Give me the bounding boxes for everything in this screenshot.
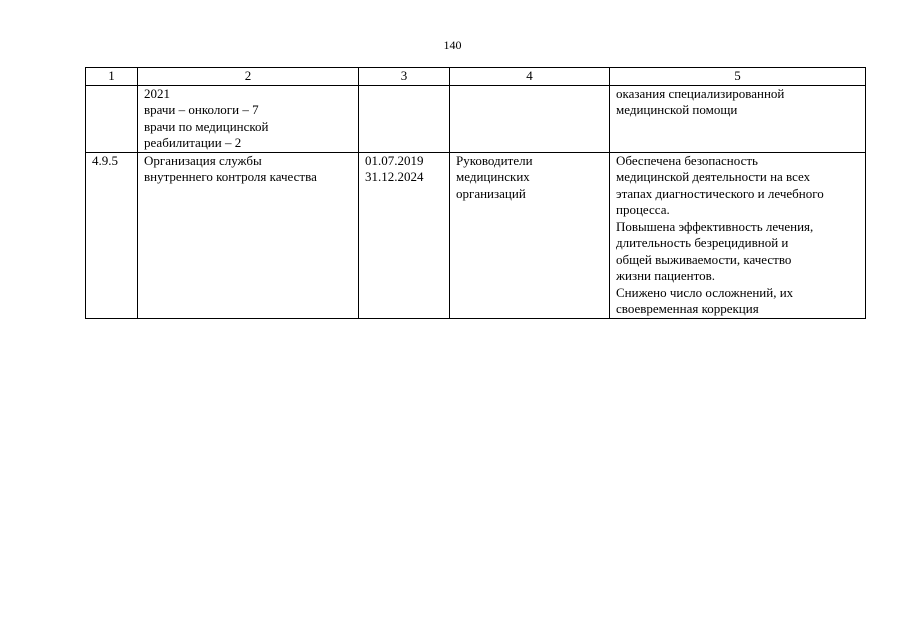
cell-line: врачи – онкологи – 7 bbox=[144, 102, 259, 117]
cell-line: 2021 bbox=[144, 85, 170, 101]
table-row bbox=[86, 152, 866, 318]
cell-line: Обеспечена безопасность bbox=[616, 152, 758, 168]
cell-activity bbox=[138, 85, 359, 152]
header-col-2: 2 bbox=[138, 68, 359, 86]
cell-responsible bbox=[450, 85, 610, 152]
cell-line: реабилитации – 2 bbox=[144, 135, 242, 150]
cell-line: процесса. bbox=[616, 202, 670, 217]
cell-line: этапах диагностического и лечебного bbox=[616, 185, 824, 201]
cell-line: 31.12.2024 bbox=[365, 169, 424, 184]
cell-responsible bbox=[450, 152, 610, 318]
cell-line: длительность безрецидивной и bbox=[616, 235, 789, 250]
cell-line: организаций bbox=[456, 185, 526, 201]
cell-line: Руководители bbox=[456, 152, 533, 168]
cell-line: оказания специализированной bbox=[616, 85, 785, 101]
header-col-3: 3 bbox=[359, 68, 450, 86]
cell-dates bbox=[359, 85, 450, 152]
cell-number bbox=[86, 85, 138, 152]
cell-activity bbox=[138, 152, 359, 318]
cell-line: Организация службы bbox=[144, 152, 262, 168]
cell-dates bbox=[359, 152, 450, 318]
header-col-4: 4 bbox=[450, 68, 610, 86]
table-header-row bbox=[86, 68, 866, 86]
cell-result bbox=[610, 85, 866, 152]
cell-line: жизни пациентов. bbox=[616, 268, 716, 283]
cell-line: 01.07.2019 bbox=[365, 152, 424, 168]
page-number: 140 bbox=[443, 38, 462, 52]
cell-number: 4.9.5 bbox=[86, 152, 138, 318]
header-col-5: 5 bbox=[610, 68, 866, 86]
cell-line: медицинских bbox=[456, 169, 530, 184]
measures-table bbox=[85, 67, 866, 319]
cell-line: медицинской помощи bbox=[616, 102, 738, 117]
header-col-1: 1 bbox=[86, 68, 138, 86]
table-row bbox=[86, 85, 866, 152]
cell-line: медицинской деятельности на всех bbox=[616, 169, 811, 184]
cell-line: внутреннего контроля качества bbox=[144, 169, 317, 184]
cell-line: Снижено число осложнений, их bbox=[616, 284, 794, 300]
cell-result bbox=[610, 152, 866, 318]
cell-line: врачи по медицинской bbox=[144, 118, 269, 134]
cell-line: общей выживаемости, качество bbox=[616, 251, 792, 267]
cell-line: Повышена эффективность лечения, bbox=[616, 218, 814, 234]
cell-line: своевременная коррекция bbox=[616, 301, 759, 316]
